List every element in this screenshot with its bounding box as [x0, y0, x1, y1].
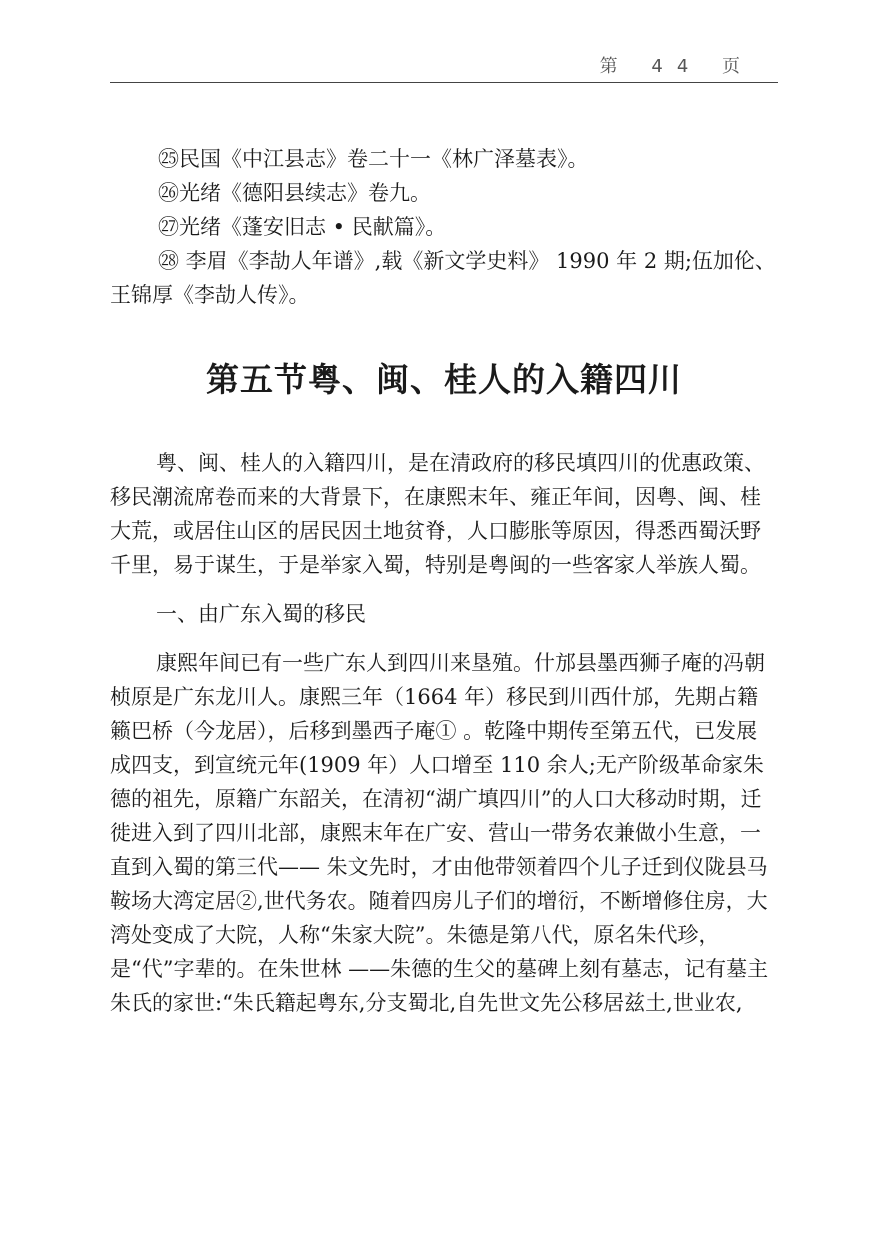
footnote-28: ㉘ 李眉《李劼人年谱》,载《新文学史料》 1990 年 2 期;伍加伦、王锦厚《李劼人传》。	[110, 249, 776, 307]
footnote-25: ㉕民国《中江县志》卷二十一《林广泽墓表》。	[158, 147, 589, 171]
header-rule	[110, 82, 778, 83]
section-title: 第五节粤、闽、桂人的入籍四川	[206, 360, 682, 399]
footnote-26: ㉖光绪《德阳县续志》卷九。	[158, 181, 431, 205]
page-number: 第 44 页	[599, 56, 754, 77]
footnotes	[110, 142, 778, 312]
subheading: 一、由广东入蜀的移民	[156, 602, 366, 626]
body-paragraph: 康熙年间已有一些广东人到四川来垦殖。什邡县墨西狮子庵的冯朝桢原是广东龙川人。康熙三年（1664 年）移民到川西什邡，先期占籍籁巴桥（今龙居），后移到墨西子庵① 。乾隆中期传至第五代，已发展成四支，到宣统元年(1909 年）人口增至 110 余人;无产阶级革命家朱德的祖先，原籍广东韶关，在清初“湖广填四川”的人口大移动时期，迁徙进入到了四川北部，康熙末年在广安、营山一带务农兼做小生意，一直到入蜀的第三代—— 朱文先时，才由他带领着四个儿子迁到仪陇县马鞍场大湾定居②,世代务农。随着四房儿子们的增衍，不断增修住房，大湾处变成了大院，人称“朱家大院”。朱德是第八代，原名朱代珍，是“代”字辈的。在朱世林 ——朱德的生父的墓碑上刻有墓志，记有墓主朱氏的家世:“朱氏籍起粤东,分支蜀北,自先世文先公移居兹土,世业农,	[110, 651, 769, 1015]
intro-paragraph: 粤、闽、桂人的入籍四川，是在清政府的移民填四川的优惠政策、移民潮流席卷而来的大背景下，在康熙末年、雍正年间，因粤、闽、桂大荒，或居住山区的居民因土地贫脊，人口膨胀等原因，得悉西蜀沃野千里，易于谋生，于是举家入蜀，特别是粤闽的一些客家人举族人蜀。	[110, 451, 765, 577]
footnote-27: ㉗光绪《蓬安旧志 • 民献篇》。	[158, 215, 447, 239]
section-body	[110, 446, 778, 1035]
